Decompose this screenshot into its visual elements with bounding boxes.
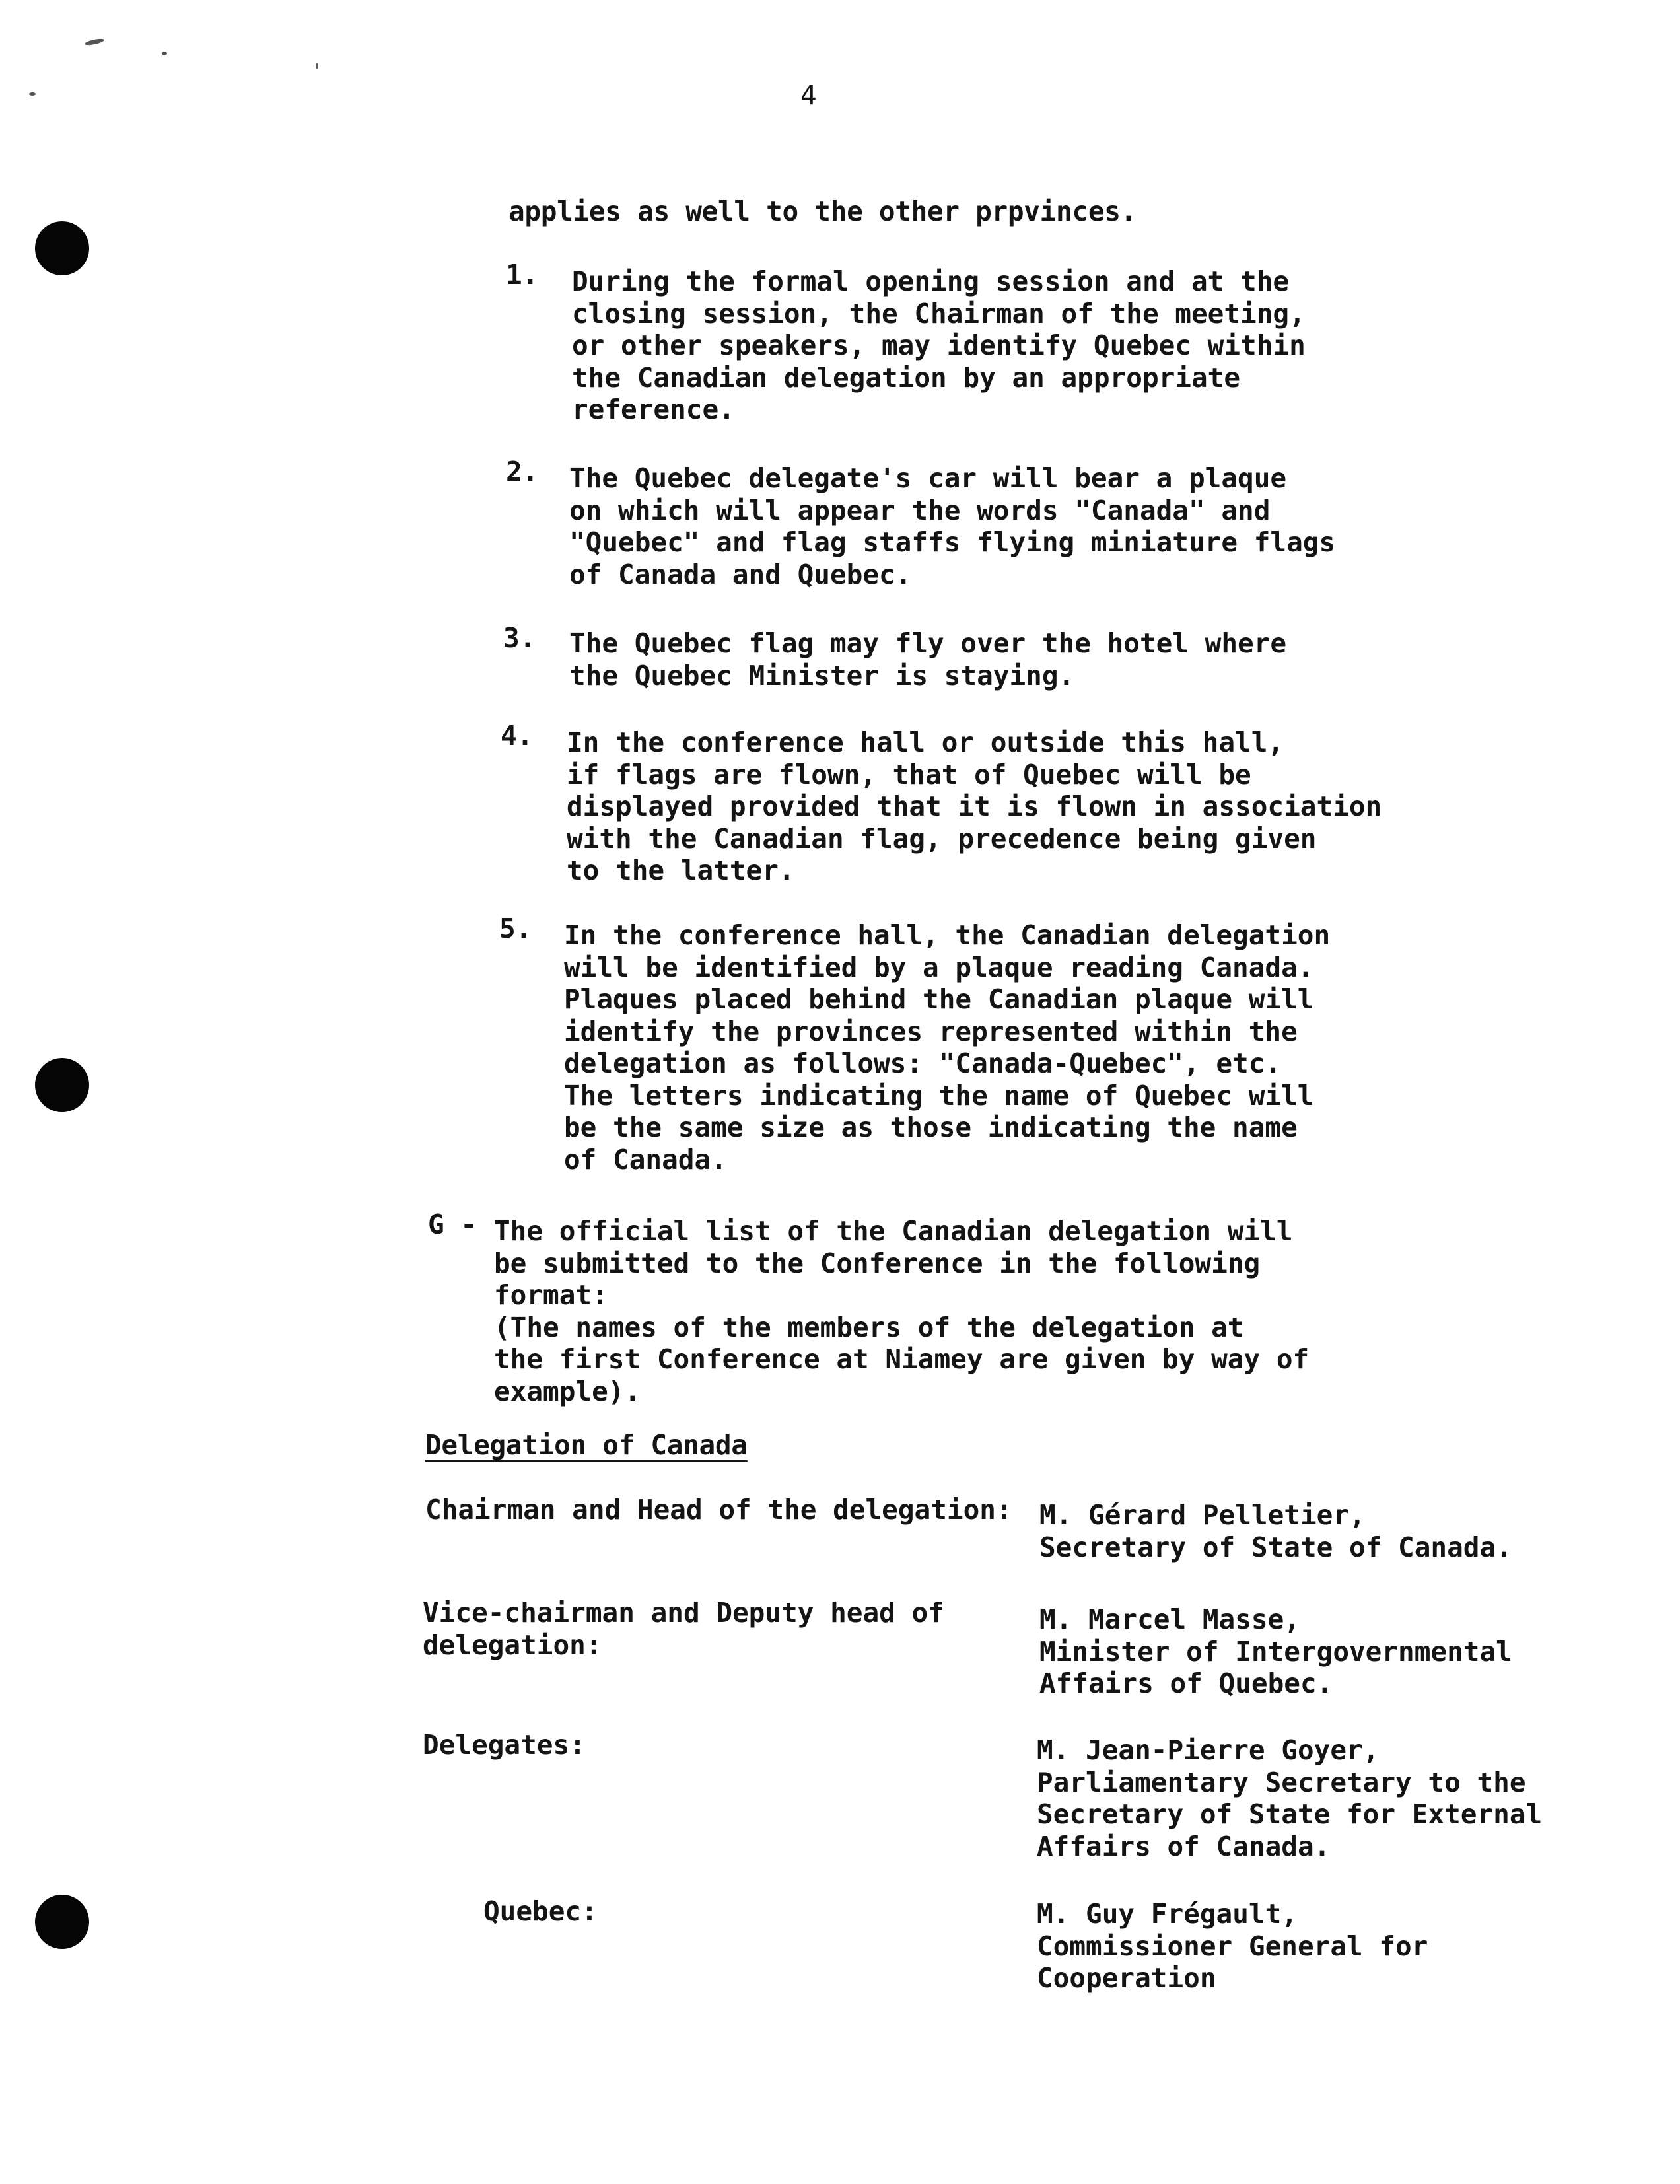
member-line: Parliamentary Secretary to the [1037,1766,1526,1798]
intro-line: applies as well to the other prpvinces. [508,195,1137,227]
punch-hole-top [35,221,89,275]
section-g-line: example). [494,1375,641,1407]
delegation-role [423,1729,586,1761]
item-line: with the Canadian flag, precedence being given [567,822,1317,855]
scan-speck [316,63,318,69]
page-number: 4 [800,79,817,111]
item-line: identify the provinces represented within the [564,1015,1298,1047]
delegation-member [1039,1603,1512,1700]
item-text [567,726,1382,887]
item-line: or other speakers, may identify Quebec within [572,330,1306,361]
section-g-marker: G - [428,1209,477,1240]
item-line: Plaques placed behind the Canadian plaque will [564,983,1314,1015]
item-line: The Quebec delegate's car will bear a plaque [569,462,1287,494]
item-number: 4. [501,720,534,752]
delegation-role [425,1494,1012,1526]
member-line: Minister of Intergovernmental [1039,1635,1512,1668]
item-line: the Quebec Minister is staying. [569,659,1075,691]
punch-hole-bottom [35,1895,89,1949]
item-number: 5. [499,913,532,944]
item-line: the Canadian delegation by an appropriate [572,361,1241,394]
member-line: Secretary of State of Canada. [1039,1531,1512,1563]
item-line: of Canada. [564,1143,727,1176]
scan-speck [162,52,167,55]
item-line: reference. [572,394,735,425]
item-line: of Canada and Quebec. [569,558,912,590]
section-g-line: format: [494,1279,608,1311]
item-line: displayed provided that it is flown in association [567,791,1382,822]
item-text [572,265,1306,426]
role-line: Delegates: [423,1729,586,1761]
member-line: Affairs of Canada. [1037,1830,1331,1862]
scan-speck [85,38,105,46]
delegation-role [423,1597,944,1661]
item-line: In the conference hall or outside this hall, [567,726,1284,758]
item-line: During the formal opening session and at the [572,265,1290,297]
member-line: Affairs of Quebec. [1039,1668,1333,1699]
role-line: delegation: [423,1629,602,1661]
section-g-line: (The names of the members of the delegation at [494,1311,1244,1343]
delegation-member [1037,1734,1542,1862]
item-text [569,627,1286,691]
member-line: Commissioner General for [1037,1930,1428,1962]
member-line: M. Jean-Pierre Goyer, [1037,1734,1380,1766]
item-line: In the conference hall, the Canadian delegation [564,919,1331,951]
item-number: 1. [506,259,539,291]
item-line: closing session, the Chairman of the meeting, [572,297,1306,330]
item-line: if flags are flown, that of Quebec will be [567,758,1251,791]
scan-speck [29,92,36,96]
section-g-text [494,1215,1309,1407]
delegation-member [1039,1499,1512,1563]
member-line: M. Guy Frégault, [1037,1898,1298,1930]
role-line: Chairman and Head of the delegation: [425,1494,1012,1526]
item-line: to the latter. [567,855,795,886]
item-number: 3. [503,622,536,654]
role-line: Quebec: [483,1895,598,1927]
item-line: The Quebec flag may fly over the hotel where [569,627,1287,659]
delegation-role [483,1895,598,1928]
item-text [564,919,1330,1176]
item-line: on which will appear the words "Canada" and [569,494,1271,526]
item-number: 2. [506,456,539,487]
item-line: "Quebec" and flag staffs flying miniature flags [569,526,1336,558]
delegation-heading: Delegation of Canada [425,1429,748,1461]
item-line: delegation as follows: "Canada-Quebec", etc. [564,1047,1282,1079]
section-g-line: The official list of the Canadian delegation will [494,1215,1293,1247]
item-line: be the same size as those indicating the name [564,1111,1298,1143]
member-line: Cooperation [1037,1962,1216,1994]
section-g-line: the first Conference at Niamey are given by way of [494,1343,1310,1375]
member-line: M. Gérard Pelletier, [1039,1499,1366,1531]
section-g-line: be submitted to the Conference in the following [494,1247,1261,1279]
punch-hole-middle [35,1058,89,1112]
member-line: M. Marcel Masse, [1039,1603,1300,1635]
item-line: will be identified by a plaque reading Canada. [564,951,1314,983]
item-text [569,462,1335,590]
role-line: Vice-chairman and Deputy head of [423,1597,944,1629]
member-line: Secretary of State for External [1037,1798,1543,1830]
item-line: The letters indicating the name of Quebec will [564,1079,1314,1111]
delegation-member [1037,1898,1428,1994]
